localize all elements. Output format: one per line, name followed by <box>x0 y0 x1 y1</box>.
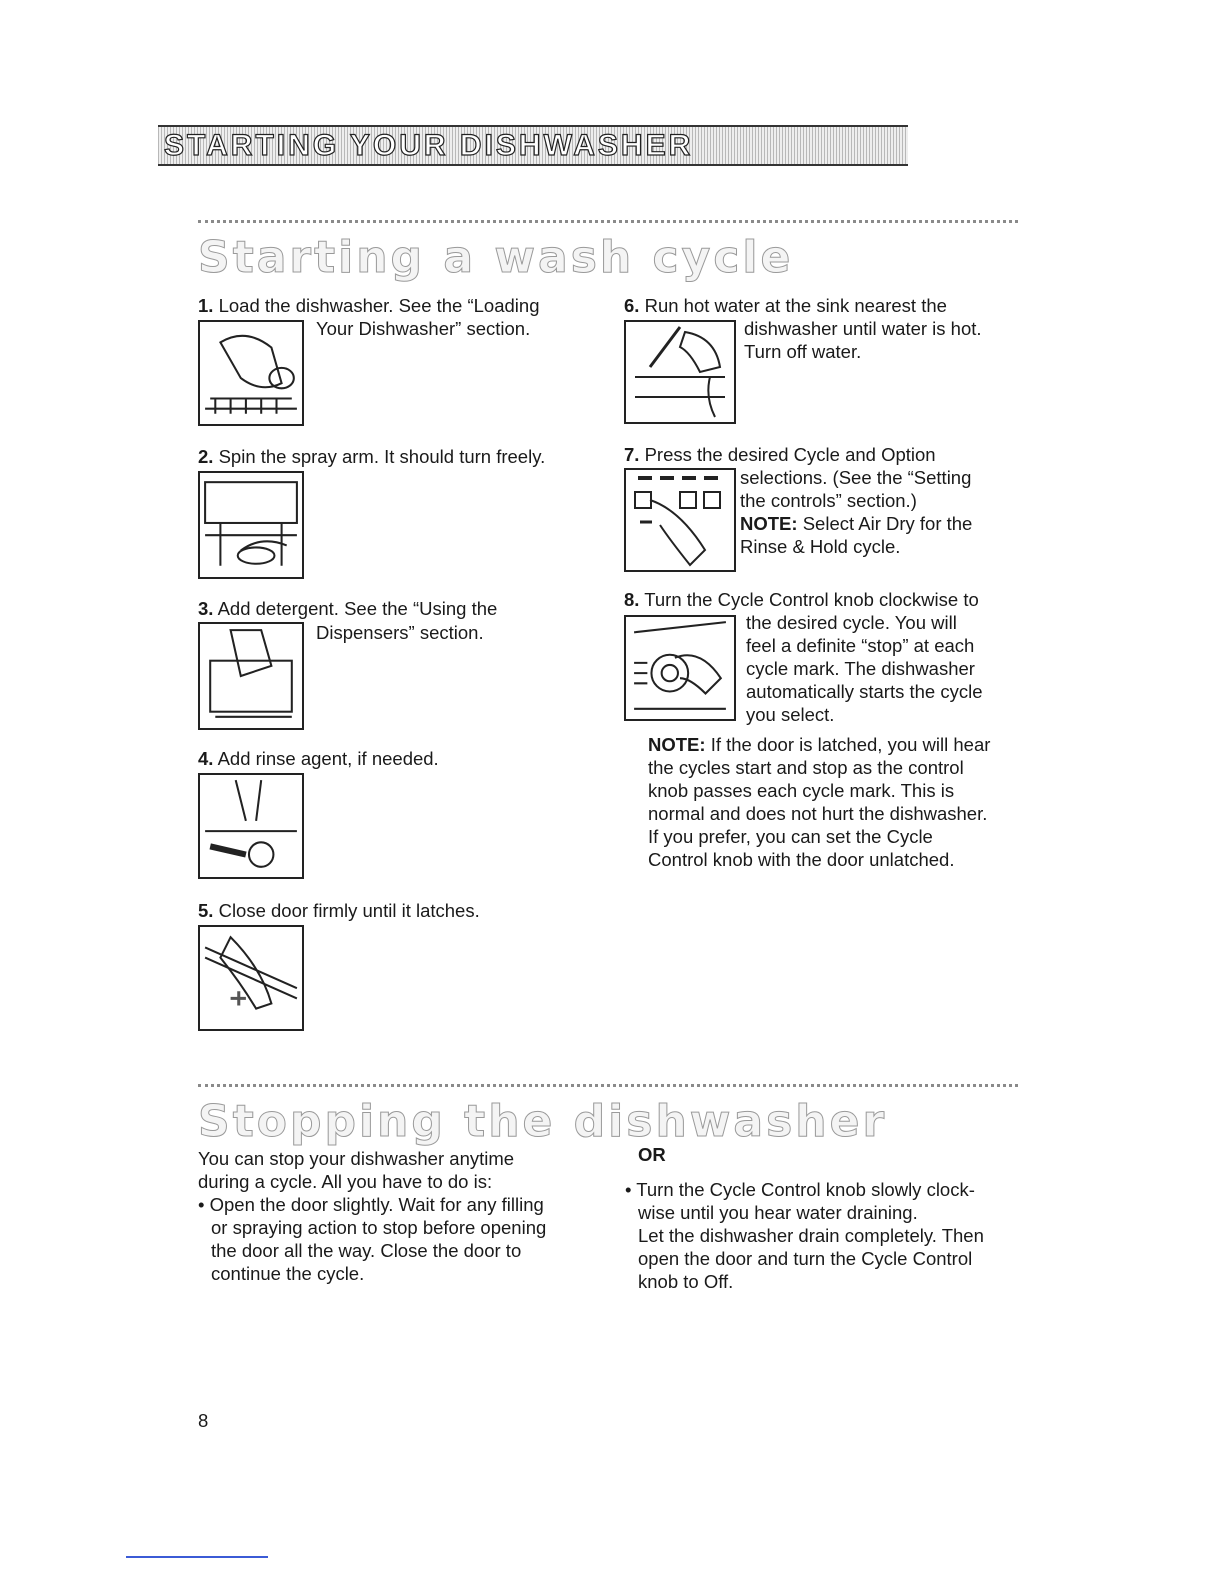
note-line: normal and does not hurt the dishwasher. <box>648 803 988 824</box>
text-line: knob to Off. <box>638 1271 734 1292</box>
step-text: Spin the spray arm. It should turn freely. <box>218 446 546 467</box>
step-7-note <box>740 512 972 535</box>
section-divider <box>198 1084 1018 1087</box>
note-label: NOTE: <box>740 513 798 534</box>
footer-link-underline[interactable] <box>126 1556 268 1558</box>
note-line <box>648 733 1028 756</box>
text-line: wise until you hear water draining. <box>638 1202 918 1223</box>
step-number: 8. <box>624 589 640 610</box>
step-3-line-2: Dispensers” section. <box>316 622 484 643</box>
text-line: the door all the way. Close the door to <box>211 1240 522 1261</box>
note-line: Control knob with the door unlatched. <box>648 849 955 870</box>
banner-title: STARTING YOUR DISHWASHER <box>164 129 694 162</box>
text-line: Let the dishwasher drain completely. Then <box>638 1225 984 1246</box>
stopping-intro <box>198 1147 598 1193</box>
step-number: 3. <box>198 598 214 619</box>
step-2 <box>198 445 545 468</box>
text-line: • Open the door slightly. Wait for any filling <box>198 1194 544 1215</box>
note-line: the cycles start and stop as the control <box>648 757 964 778</box>
door-latch-icon <box>198 925 304 1031</box>
note-line: If you prefer, you can set the Cycle <box>648 826 933 847</box>
text-line: You can stop your dishwasher anytime <box>198 1148 515 1169</box>
step-3-line-1 <box>198 597 497 620</box>
step-5 <box>198 899 480 922</box>
step-7-line-1 <box>624 443 936 466</box>
step-text: Run hot water at the sink nearest the <box>644 295 947 316</box>
cycle-knob-icon <box>624 615 736 721</box>
loading-rack-icon <box>198 320 304 426</box>
step-7-note-line-2: Rinse & Hold cycle. <box>740 536 901 557</box>
note-text: Select Air Dry for the <box>802 513 973 534</box>
page-number: 8 <box>198 1410 209 1431</box>
step-8-line-6: you select. <box>746 704 835 725</box>
note-text: If the door is latched, you will hear <box>705 734 991 755</box>
step-7-line-2: selections. (See the “Setting <box>740 467 972 488</box>
text-line: during a cycle. All you have to do is: <box>198 1171 493 1192</box>
step-4 <box>198 747 439 770</box>
step-text: Add detergent. See the “Using the <box>217 598 498 619</box>
step-8-line-1 <box>624 588 979 611</box>
text-line: open the door and turn the Cycle Control <box>638 1248 973 1269</box>
rinse-agent-icon <box>198 773 304 879</box>
step-1 <box>198 294 598 317</box>
step-text: Load the dishwasher. See the “Loading <box>218 295 540 316</box>
stopping-bullet-2 <box>625 1178 1025 1293</box>
step-number: 2. <box>198 446 214 467</box>
section-heading-stopping: Stopping the dishwasher <box>198 1096 888 1147</box>
step-number: 6. <box>624 295 640 316</box>
step-text: Press the desired Cycle and Option <box>644 444 936 465</box>
step-8-line-3: feel a definite “stop” at each <box>746 635 975 656</box>
step-6-line-2: dishwasher until water is hot. <box>744 318 982 339</box>
step-8-line-2: the desired cycle. You will <box>746 612 957 633</box>
step-8-line-5: automatically starts the cycle <box>746 681 983 702</box>
step-6-line-1 <box>624 294 947 317</box>
step-6-line-3: Turn off water. <box>744 341 862 362</box>
step-number: 5. <box>198 900 214 921</box>
step-text: Turn the Cycle Control knob clockwise to <box>644 589 979 610</box>
stopping-bullet-1 <box>198 1193 598 1285</box>
step-number: 7. <box>624 444 640 465</box>
step-text: Add rinse agent, if needed. <box>217 748 439 769</box>
section-divider <box>198 220 1018 223</box>
or-label: OR <box>638 1144 666 1165</box>
step-number: 4. <box>198 748 214 769</box>
header-banner <box>158 125 908 166</box>
sink-faucet-icon <box>624 320 736 424</box>
step-1-line-1 <box>198 295 539 316</box>
text-line: • Turn the Cycle Control knob slowly clock- <box>625 1179 975 1200</box>
note-label: NOTE: <box>648 734 706 755</box>
detergent-dispenser-icon <box>198 622 304 730</box>
note-line: knob passes each cycle mark. This is <box>648 780 955 801</box>
step-8-line-4: cycle mark. The dishwasher <box>746 658 975 679</box>
step-number: 1. <box>198 295 214 316</box>
spray-arm-icon <box>198 471 304 579</box>
text-line: continue the cycle. <box>211 1263 365 1284</box>
step-text: Close door firmly until it latches. <box>218 900 480 921</box>
control-panel-icon <box>624 468 736 572</box>
step-1-line-2: Your Dishwasher” section. <box>316 318 531 339</box>
text-line: or spraying action to stop before opening <box>211 1217 547 1238</box>
door-latched-note <box>648 733 1028 871</box>
step-7-line-3: the controls” section.) <box>740 490 917 511</box>
section-heading-starting: Starting a wash cycle <box>198 232 794 283</box>
